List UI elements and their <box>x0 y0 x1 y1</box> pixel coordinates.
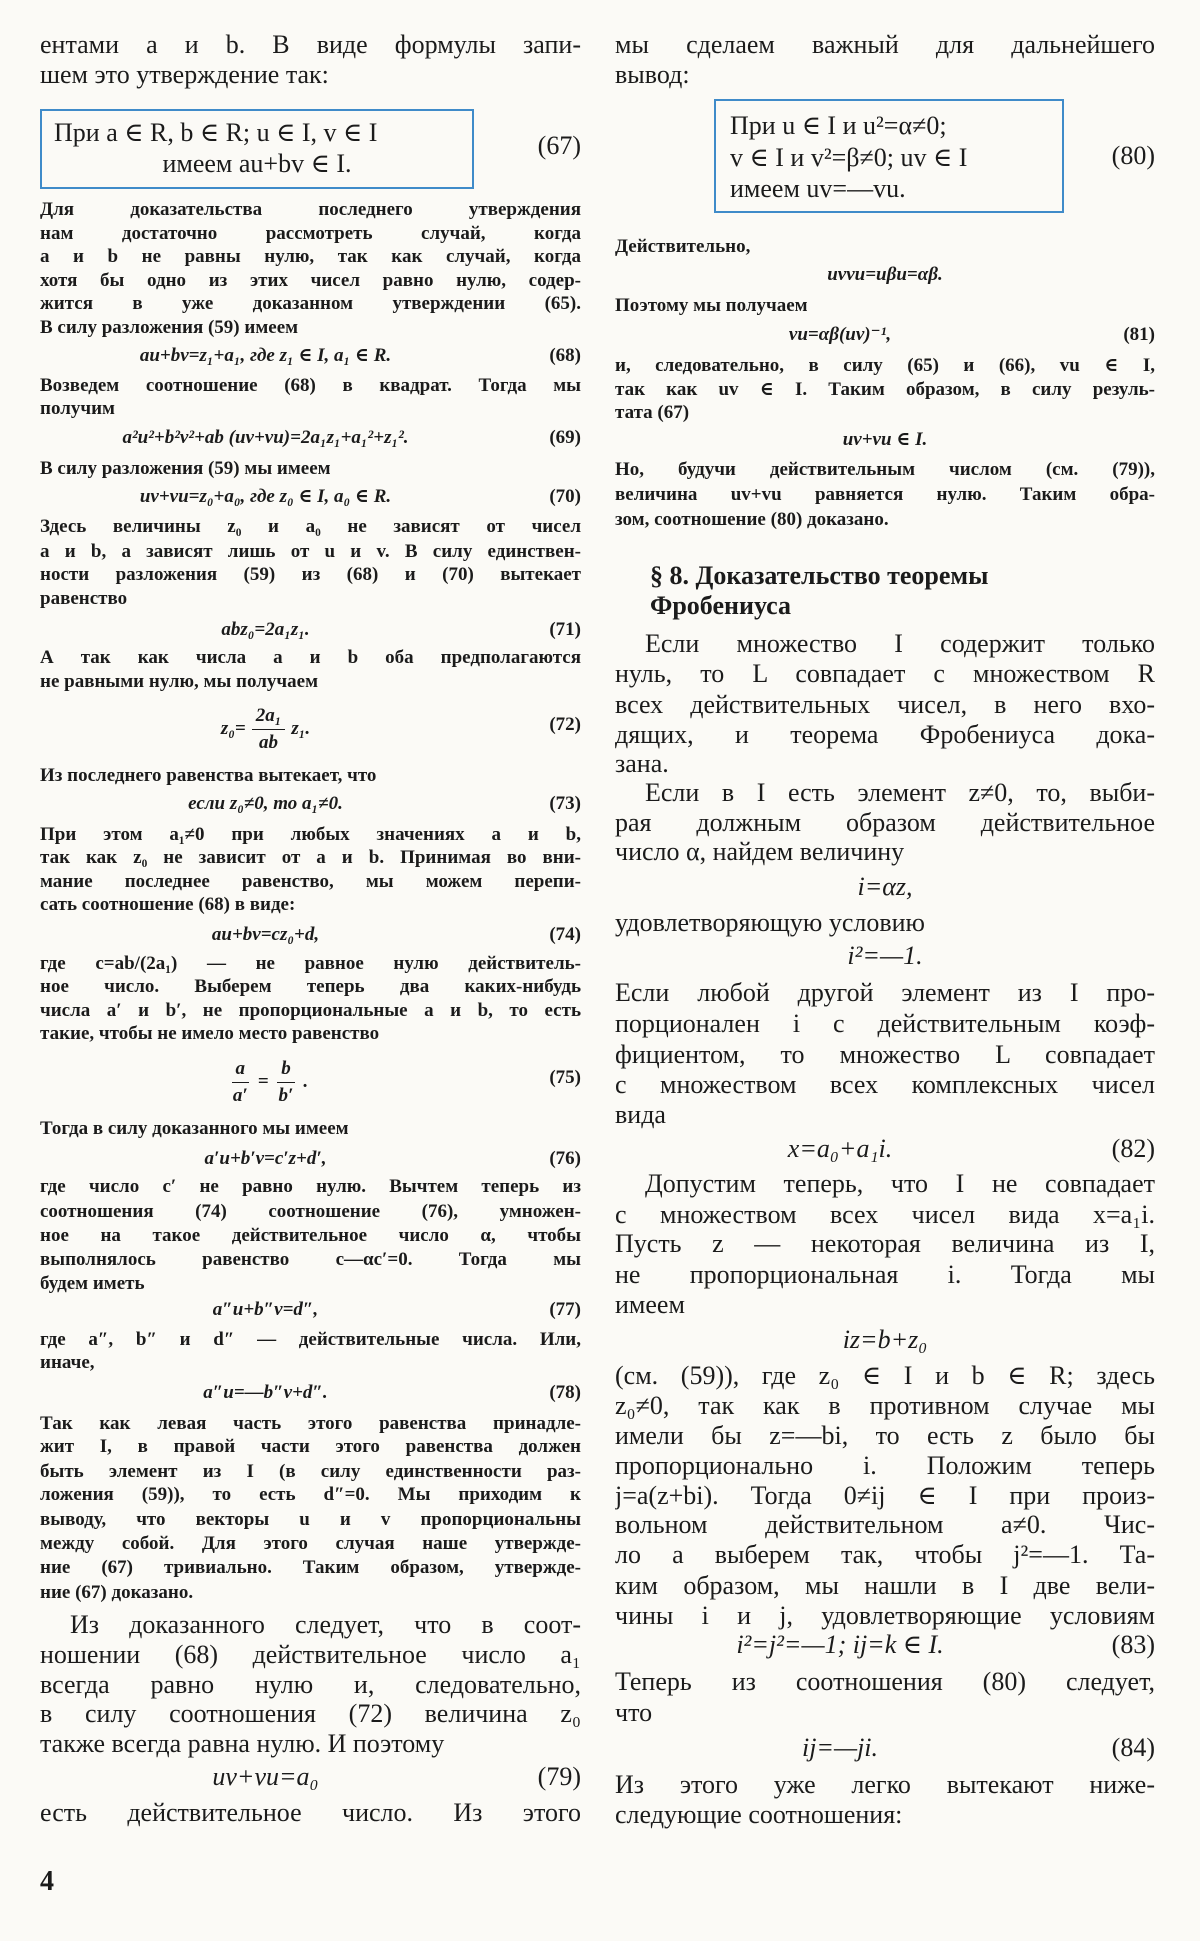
formula-line: i=αz, <box>857 872 913 901</box>
text-line: где число c′ не равно нулю. Вычтем теперь из <box>40 1176 581 1197</box>
text-line: ние (67) доказано. <box>40 1582 194 1603</box>
text-line: Если множество I содержит только <box>645 629 1155 658</box>
text-line: есть действительное число. Из этого <box>40 1798 581 1827</box>
text-line: Из доказанного следует, что в соот- <box>70 1610 581 1639</box>
right-column <box>615 0 1155 1941</box>
text-line: быть элемент из I (в силу единственности раз- <box>40 1461 581 1482</box>
box-line: имеем uv=—vu. <box>730 174 906 203</box>
equation-formula: au+bv=z₁+a₁, где z₁ ∈ I, a₁ ∈ R. <box>139 345 392 366</box>
equation-formula: x=a₀+a₁i. <box>787 1134 893 1163</box>
text-line: вывод: <box>615 60 690 89</box>
text-line: a и b не равны нулю, так как случай, когда <box>40 246 581 267</box>
text-line: Здесь величины z₀ и a₀ не зависят от чисел <box>40 516 581 537</box>
equation <box>40 920 581 950</box>
text-line: всегда равно нулю и, следовательно, <box>40 1670 581 1699</box>
text-line: Теперь из соотношения (80) следует, <box>615 1667 1155 1696</box>
text-line: ентами a и b. В виде формулы запи- <box>40 30 581 59</box>
text-line: пропорционально i. Положим теперь <box>615 1451 1155 1480</box>
numerator: b <box>277 1056 295 1083</box>
text-line: не равными нулю, мы получаем <box>40 671 319 692</box>
eq-part: . <box>303 1071 309 1092</box>
equation-formula: au+bv=cz₀+d, <box>211 924 320 945</box>
denominator: b′ <box>278 1084 294 1106</box>
text-line: a и b, а зависят лишь от u и v. В силу единствен- <box>40 541 581 562</box>
text-line: иначе, <box>40 1352 95 1373</box>
text-line: такие, чтобы не имело место равенство <box>40 1023 380 1044</box>
text-line: вида <box>615 1100 666 1129</box>
text-line: зана. <box>615 749 669 778</box>
equation <box>40 1144 581 1174</box>
eq-part: = <box>257 1071 269 1092</box>
text-line: величина uv+vu равняется нулю. Таким обра- <box>615 484 1155 505</box>
text-line: рая должным образом действительное <box>615 808 1155 837</box>
text-line: нам достаточно рассмотреть случай, когда <box>40 223 581 244</box>
denominator: a′ <box>232 1084 248 1106</box>
text-line: Тогда в силу доказанного мы имеем <box>40 1118 349 1139</box>
equation-formula: uv+vu=z₀+a₀, где z₀ ∈ I, a₀ ∈ R. <box>139 486 392 507</box>
text-line: числа a′ и b′, не пропорциональные a и b, то есть <box>40 1000 581 1021</box>
text-line: имели бы z=—bi, то есть z было бы <box>615 1421 1155 1450</box>
text-line: ности разложения (59) из (68) и (70) вытекает <box>40 564 581 585</box>
text-line: хотя бы одно из этих чисел равно нулю, содер- <box>40 270 581 291</box>
text-line: В силу разложения (59) имеем <box>40 317 299 338</box>
equation <box>40 482 581 512</box>
equation-number: (84) <box>1111 1733 1155 1762</box>
equation-number: (75) <box>549 1067 581 1088</box>
equation-formula: uv+vu=a₀ <box>212 1762 319 1791</box>
equation <box>40 1295 581 1325</box>
eq-part: z₁. <box>291 718 311 739</box>
text-line: Возведем соотношение (68) в квадрат. Тогда мы <box>40 375 581 396</box>
text-line: Действительно, <box>615 236 751 257</box>
text-line: не пропорциональная i. Тогда мы <box>615 1260 1155 1289</box>
text-line: с множеством всех комплексных чисел <box>615 1070 1155 1099</box>
equation-number: (79) <box>537 1762 581 1791</box>
theorem-box-80 <box>714 99 1064 213</box>
text-line: Из этого уже легко вытекают ниже- <box>615 1770 1155 1799</box>
text-line: также всегда равна нулю. И поэтому <box>40 1729 445 1758</box>
fraction <box>229 1056 252 1109</box>
equation-formula: a′u+b′v=c′z+d′, <box>204 1148 327 1169</box>
text-line: шем это утверждение так: <box>40 60 329 89</box>
box-line: При a ∈ R, b ∈ R; u ∈ I, v ∈ I <box>54 118 378 147</box>
text-line: ное на такое действительное число α, чтобы <box>40 1225 581 1246</box>
text-line: в силу соотношения (72) величина z₀ <box>40 1699 581 1728</box>
equation-formula: a″u+b″v=d″, <box>212 1299 319 1320</box>
left-column <box>40 0 581 1941</box>
equation-formula: i²=j²=—1; ij=k ∈ I. <box>736 1630 944 1659</box>
text-line: z₀≠0, так как в противном случае мы <box>615 1391 1155 1420</box>
text-line: Из последнего равенства вытекает, что <box>40 765 377 786</box>
text-line: Если в I есть элемент z≠0, то, выби- <box>645 778 1155 807</box>
text-line: и, следовательно, в силу (65) и (66), vu ∈ I, <box>615 355 1155 376</box>
equation <box>40 341 581 371</box>
text-line: что <box>615 1698 653 1727</box>
text-line: число α, найдем величину <box>615 837 905 866</box>
text-line: мы сделаем важный для дальнейшего <box>615 30 1155 59</box>
text-line: между собой. Для этого случая наше утвержде- <box>40 1533 581 1554</box>
text-line: где a″, b″ и d″ — действительные числа. Или, <box>40 1329 581 1350</box>
text-line: Допустим теперь, что I не совпадает <box>645 1169 1155 1198</box>
text-line: А так как числа a и b оба предполагаются <box>40 647 581 668</box>
equation <box>40 1762 581 1792</box>
equation <box>615 1630 1155 1660</box>
numerator: a <box>232 1056 250 1083</box>
text-line: удовлетворяющую условию <box>615 908 925 937</box>
text-line: зом, соотношение (80) доказано. <box>615 509 889 530</box>
formula-line: iz=b+z₀ <box>842 1325 928 1354</box>
text-line: порционален i с действительным коэф- <box>615 1009 1155 1038</box>
text-line: сать соотношение (68) в виде: <box>40 894 296 915</box>
box-line: v ∈ I и v²=β≠0; uv ∈ I <box>730 143 968 172</box>
text-line: Так как левая часть этого равенства принадле- <box>40 1413 581 1434</box>
eq-part: z₀= <box>220 718 246 739</box>
text-line: Если любой другой элемент из I про- <box>615 978 1155 1007</box>
equation-number: (72) <box>549 714 581 735</box>
text-line: ложения (59)), то есть d″=0. Мы приходим к <box>40 1484 581 1505</box>
equation-number: (77) <box>549 1299 581 1320</box>
section-heading: Фробениуса <box>650 591 792 620</box>
text-line: фициентом, то множество L совпадает <box>615 1040 1155 1069</box>
equation <box>40 1378 581 1408</box>
equation-number: (69) <box>549 427 581 448</box>
equation-number: (74) <box>549 924 581 945</box>
text-line: с множеством всех чисел вида x=a₁i. <box>615 1200 1155 1229</box>
fraction <box>275 1056 298 1109</box>
text-line: вольном действительном a≠0. Чис- <box>615 1510 1155 1539</box>
box-line: При u ∈ I и u²=α≠0; <box>730 111 947 140</box>
text-line: Пусть z — некоторая величина из I, <box>615 1229 1155 1258</box>
numerator: 2a₁ <box>252 703 286 730</box>
box-line: имеем au+bv ∈ I. <box>162 149 352 178</box>
text-line: В силу разложения (59) мы имеем <box>40 458 331 479</box>
text-line: чины i и j, удовлетворяющие условиям <box>615 1601 1155 1630</box>
equation <box>615 320 1155 350</box>
formula-line: uvvu=uβu=αβ. <box>827 264 943 285</box>
text-line: Для доказательства последнего утверждения <box>40 199 581 220</box>
text-line: получим <box>40 398 115 419</box>
denominator: ab <box>259 731 279 753</box>
equation <box>615 1134 1155 1164</box>
equation-formula: a²u²+b²v²+ab (uv+vu)=2a₁z₁+a₁²+z₁². <box>122 427 409 448</box>
theorem-box-67 <box>40 109 474 189</box>
text-line: ким образом, мы нашли в I две вели- <box>615 1571 1155 1600</box>
equation <box>40 423 581 453</box>
text-line: жит I, в правой части этого равенства должен <box>40 1436 581 1457</box>
text-line: ние (67) тривиально. Таким образом, утвержде- <box>40 1557 581 1578</box>
equation-75 <box>40 1052 491 1112</box>
equation-number: (73) <box>549 793 581 814</box>
equation-number: (81) <box>1123 324 1155 345</box>
text-line: так как z₀ не зависит от a и b. Принимая во вни- <box>40 847 581 868</box>
text-line: выполнялось равенство c—αc′=0. Тогда мы <box>40 1249 581 1270</box>
text-line: соотношения (74) соотношение (76), умножен- <box>40 1201 581 1222</box>
equation-number: (68) <box>549 345 581 366</box>
text-line: будем иметь <box>40 1273 145 1294</box>
text-line: ло a выберем так, чтобы j²=—1. Та- <box>615 1540 1155 1569</box>
equation <box>40 615 581 645</box>
equation-formula: a″u=—b″v+d″. <box>203 1382 328 1403</box>
text-line: (см. (59)), где z₀ ∈ I и b ∈ R; здесь <box>615 1361 1155 1390</box>
equation-number: (80) <box>1111 141 1155 170</box>
formula-line: uv+vu ∈ I. <box>842 429 928 450</box>
equation <box>615 1733 1155 1763</box>
equation-72 <box>40 699 491 759</box>
text-line: жится в уже доказанном утверждении (65). <box>40 293 581 314</box>
text-line: всех действительных чисел, в него вхо- <box>615 690 1155 719</box>
equation-formula: ij=—ji. <box>801 1733 879 1762</box>
equation-number: (67) <box>537 131 581 160</box>
text-line: где c=ab/(2a₁) — не равное нулю действитель- <box>40 953 581 974</box>
equation-number: (82) <box>1111 1134 1155 1163</box>
formula-line: i²=—1. <box>847 941 923 970</box>
text-line: ное число. Выберем теперь два каких-нибудь <box>40 976 581 997</box>
equation-number: (71) <box>549 619 581 640</box>
text-line: нуль, то L совпадает с множеством R <box>615 659 1155 688</box>
text-line: следующие соотношения: <box>615 1800 903 1829</box>
equation-formula: vu=αβ(uv)⁻¹, <box>788 324 892 345</box>
equation-number: (83) <box>1111 1630 1155 1659</box>
text-line: Поэтому мы получаем <box>615 295 808 316</box>
equation-number: (76) <box>549 1148 581 1169</box>
text-line: При этом a₁≠0 при любых значениях a и b, <box>40 824 581 845</box>
text-line: так как uv ∈ I. Таким образом, в силу резуль- <box>615 379 1155 400</box>
equation-number: (70) <box>549 486 581 507</box>
fraction <box>252 703 286 756</box>
text-line: дящих, и теорема Фробениуса дока- <box>615 720 1155 749</box>
text-line: тата (67) <box>615 402 690 423</box>
text-line: выводу, что векторы u и v пропорциональны <box>40 1509 581 1530</box>
equation-formula: abz₀=2a₁z₁. <box>221 619 310 640</box>
equation <box>40 789 581 819</box>
text-line: мание последнее равенство, мы можем перепи- <box>40 871 581 892</box>
text-line: ношении (68) действительное число a₁ <box>40 1640 581 1669</box>
text-line: равенство <box>40 588 128 609</box>
text-line: j=a(z+bi). Тогда 0≠ij ∈ I при произ- <box>615 1481 1155 1510</box>
text-line: Но, будучи действительным числом (см. (79)), <box>615 459 1155 480</box>
text-line: имеем <box>615 1290 685 1319</box>
section-heading: § 8. Доказательство теоремы <box>650 561 989 590</box>
page-number: 4 <box>40 1866 54 1897</box>
equation-number: (78) <box>549 1382 581 1403</box>
equation-formula: если z₀≠0, то a₁≠0. <box>188 793 343 814</box>
